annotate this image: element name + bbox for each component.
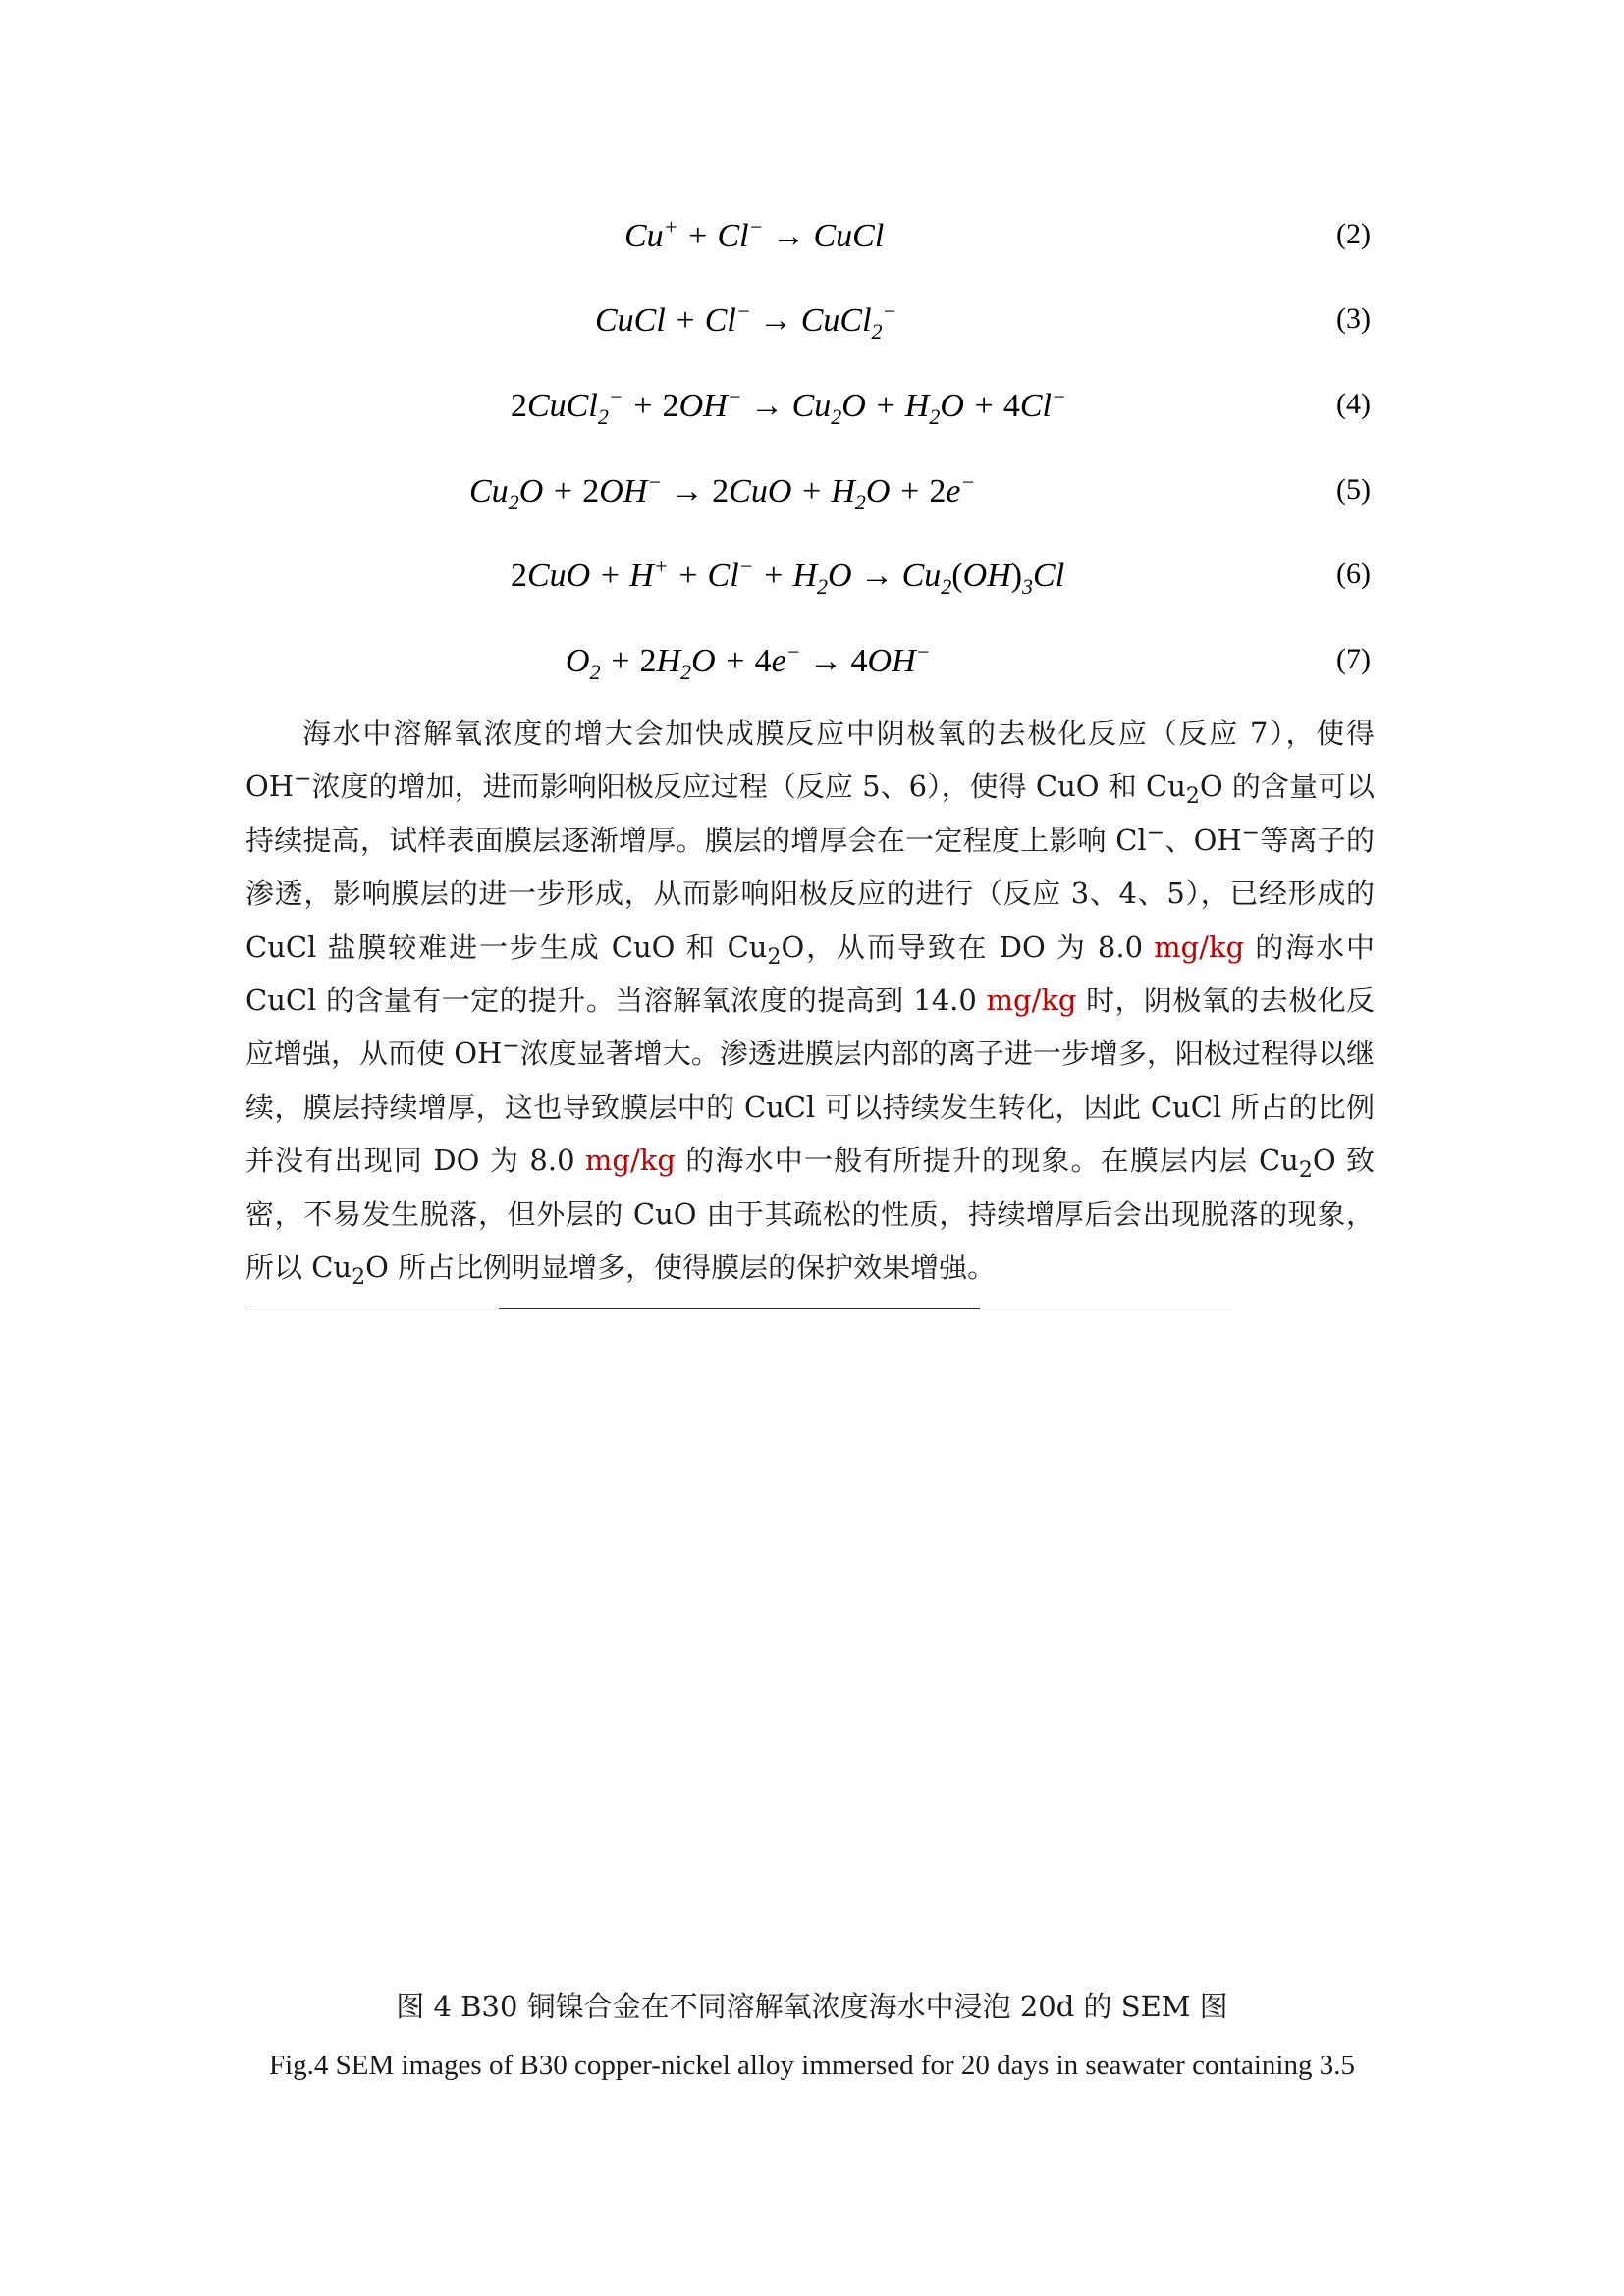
equation-2 (0, 214, 1624, 277)
text-segment: O 所占比例明显增多，使得膜层的保护效果增强。 (365, 1251, 997, 1285)
equation-4 (0, 384, 1624, 447)
unit-mg-kg: mg/kg (986, 984, 1077, 1018)
text-segment: O 的含量可以持续提高，试样表面膜层逐渐增厚。膜层的增厚会在一定程度上影响 Cl (245, 770, 1375, 857)
text-segment: 浓度的增加，进而影响阳极反应过程（反应 5、6），使得 CuO 和 Cu (311, 770, 1186, 804)
superscript: − (294, 767, 312, 792)
text-segment: O，从而导致在 DO 为 8.0 (781, 930, 1155, 964)
equation-2-formula: Cu+ + Cl− → CuCl (624, 214, 885, 254)
text-segment: 的海水中 CuCl 的含量有一定的提升。当溶解氧浓度的提高到 14.0 (245, 930, 1376, 1018)
text-segment: 浓度显著增大。渗透进膜层内部的离子进一步增多，阳极过程得以继续，膜层持续增厚，这也导致膜层中的 CuCl 可以持续发生转化，因此 CuCl 所占的比例并没有出现同 DO 为 8.0 (245, 1037, 1375, 1178)
subscript: 2 (1298, 1158, 1313, 1184)
superscript: − (1241, 821, 1261, 846)
equation-3 (0, 298, 1624, 361)
equation-4-formula: 2CuCl$_2$− + $2OH^- \to Cu_2O + H_2O + 4Cl^-$ (511, 384, 1066, 429)
text-segment: 海水中溶解氧浓度的增大会加快成膜反应中阴极氧的去极化反应（反应 7），使得 OH (245, 717, 1375, 804)
superscript: − (1146, 821, 1165, 846)
equation-3-number: (3) (1336, 302, 1371, 335)
subscript: 2 (1185, 784, 1200, 810)
unit-mg-kg: mg/kg (1154, 930, 1245, 964)
text-segment: 时，阴极氧的去极化反应增强，从而使 OH (245, 984, 1376, 1071)
equation-6 (0, 554, 1624, 616)
equation-2-number: (2) (1336, 218, 1371, 250)
equation-6-formula: $2CuO + H^+ + Cl^- + H_2O \to Cu_2(OH)_3Cl$ (511, 554, 1065, 599)
equation-5-formula: $Cu_2O + 2OH^- \to 2CuO + H_2O + 2e^-$ (469, 469, 976, 514)
figure-caption-english: Fig.4 SEM images of B30 copper-nickel alloy immersed for 20 days in seawater containing 3.5 (268, 2050, 1355, 2081)
subscript: 2 (767, 944, 782, 970)
equation-7 (0, 639, 1624, 702)
figure-caption-chinese: 图 4 B30 铜镍合金在不同溶解氧浓度海水中浸泡 20d 的 SEM 图 (396, 1990, 1228, 2023)
equation-5-number: (5) (1336, 473, 1371, 506)
body-paragraph (245, 707, 1375, 1294)
equation-7-formula: $O_2 + 2H_2O + 4e^- \to 4OH^-$ (566, 639, 931, 684)
text-segment: 等离子的渗透，影响膜层的进一步形成，从而影响阳极反应的进行（反应 3、4、5），已经形成的 CuCl 盐膜较难进一步生成 CuO 和 Cu (245, 823, 1375, 964)
paragraph-text (245, 707, 1375, 1294)
equation-3-formula: CuCl + Cl− → CuCl$_2$− (595, 298, 897, 344)
equation-5 (0, 469, 1624, 532)
superscript: − (502, 1034, 520, 1059)
subscript: 2 (352, 1264, 366, 1290)
text-segment: 、OH (1164, 823, 1242, 857)
unit-mg-kg: mg/kg (584, 1144, 676, 1178)
equation-7-number: (7) (1336, 643, 1371, 675)
text-segment: 的海水中一般有所提升的现象。在膜层内层 Cu (675, 1144, 1299, 1178)
equation-6-number: (6) (1336, 558, 1371, 590)
text-segment: O 致密，不易发生脱落，但外层的 CuO 由于其疏松的性质，持续增厚后会出现脱落的现象，所以 Cu (245, 1144, 1375, 1285)
equation-4-number: (4) (1336, 388, 1371, 420)
horizontal-rule-middle (499, 1308, 980, 1309)
